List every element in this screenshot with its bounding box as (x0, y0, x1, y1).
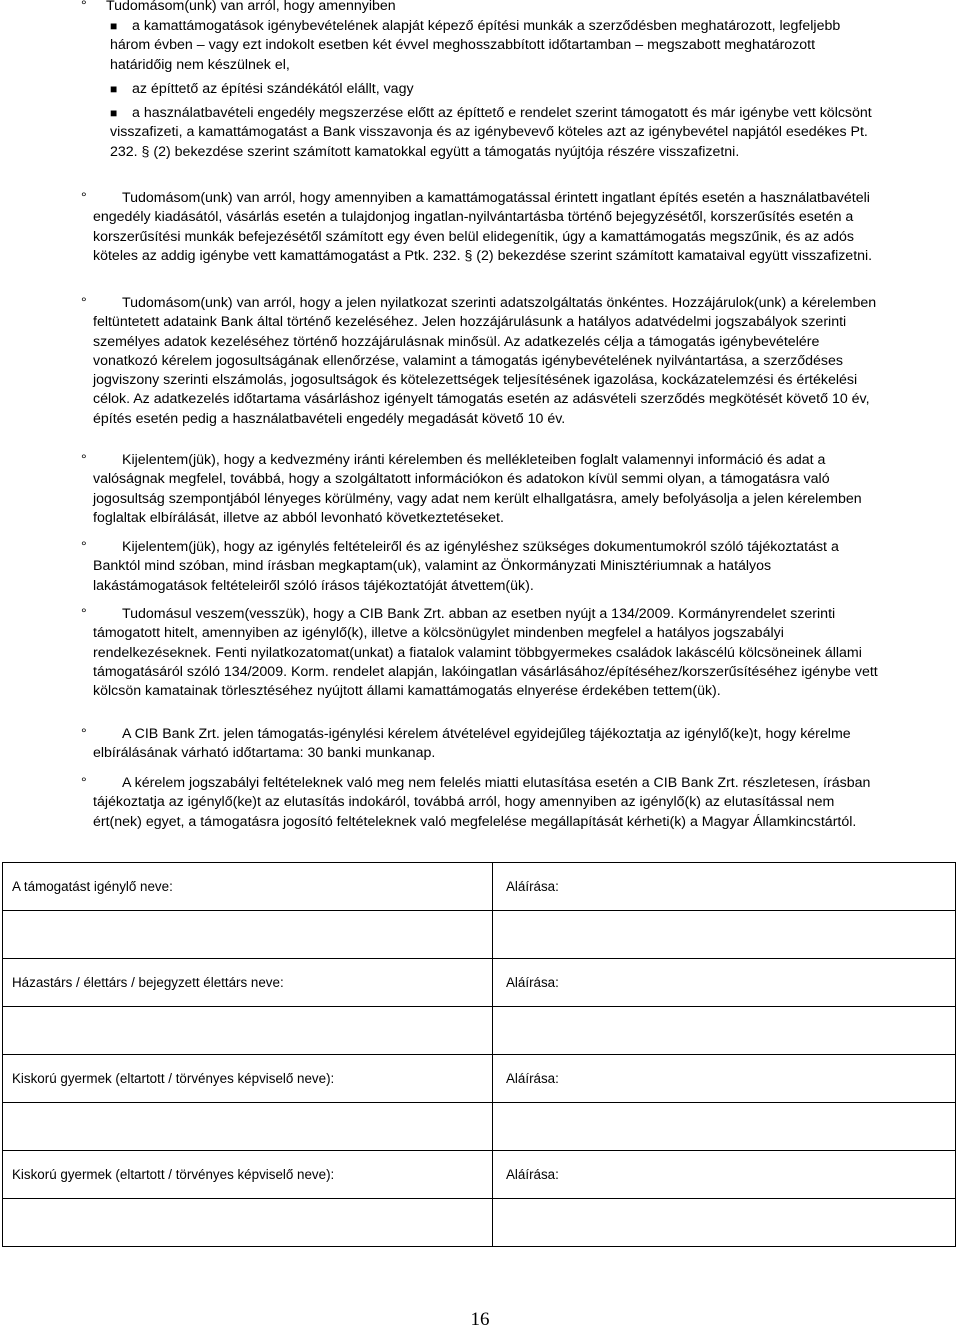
spouse-signature-label: Aláírása: (493, 959, 956, 1007)
applicant-name-label: A támogatást igénylő neve: (3, 863, 493, 911)
signature-label-row (3, 959, 956, 1007)
bullet-marker: ° (81, 539, 87, 555)
child-1-name-field[interactable] (3, 1103, 493, 1151)
paragraph-1-text: Tudomásom(unk) van arról, hogy amennyiben (106, 0, 396, 14)
paragraph-5-text: Kijelentem(jük), hogy az igénylés feltételeiről és az igényléshez szükséges dokumentumokról szóló tájékoztatást a Banktól mind szóban, mind írásban megkaptam(uk), valamint az Önkormányzati Minisztériumnak a hatályos lakástámogatások feltételeiről szóló írásos tájékoztatóját átvettem(ük). (93, 539, 839, 594)
signature-label-row (3, 1055, 956, 1103)
paragraph-4-text: Kijelentem(jük), hogy a kedvezmény iránti kérelemben és mellékleteiben foglalt valamennyi információ és adat a valóságnak megfelel, továbbá, hogy a szolgáltatott információkon és adatokon kívül semmi olyan, a támogatásra való jogosultság szempontjából lényeges körülmény, vagy adat nem került elhallgatásra, amely befolyásolja a jelen kérelemben foglaltak elbírálását, illetve az abból levonható következtetéseket. (93, 452, 862, 526)
subitem-2-text: az építtető az építési szándékától elállt, vagy (132, 81, 414, 97)
spouse-name-label: Házastárs / élettárs / bejegyzett élettárs neve: (3, 959, 493, 1007)
child-2-signature-field[interactable] (493, 1199, 956, 1247)
paragraph-5 (81, 538, 881, 596)
child-2-name-field[interactable] (3, 1199, 493, 1247)
paragraph-3-text: Tudomásom(unk) van arról, hogy a jelen nyilatkozat szerinti adatszolgáltatás önkéntes. Hozzájárulok(unk) a kérelemben feltüntetett adataink Bank által történő kezeléséhez. Jelen hozzájárulásunk a hatályos adatvédelmi jogszabályok szerinti személyes adatok kezeléséhez történő hozzájárulásnak minősül. Az adatkezelés célja a támogatás igénybevételére vonatkozó kérelem jogosultságának ellenőrzése, valamint a támogatás igénybevételének nyilvántartása, a szerződéses jogviszony szerinti elszámolás, jogosultságok és kötelezettségek teljesítésének igazolása, kockázatelemzési és értékelési célok. Az adatkezelés időtartama vásárláshoz igényelt támogatás esetén az adásvételi szerződés megkötését követő 10 év, építés esetén pedig a használatbavételi engedély megadását követő 10 év. (93, 295, 877, 427)
bullet-marker: ° (81, 452, 87, 468)
subitem-3 (110, 104, 880, 162)
paragraph-8 (81, 774, 881, 832)
child-1-signature-field[interactable] (493, 1103, 956, 1151)
paragraph-1 (81, 0, 881, 16)
bullet-marker: ° (81, 606, 87, 622)
subitem-1-text: a kamattámogatások igénybevételének alapját képező építési munkák a szerződésben meghatározott, legfeljebb három évben – vagy ezt indokolt esetben két évvel meghosszabbított időtartamban – megszabott meghatározott határidőig nem készülnek el, (110, 18, 841, 73)
spouse-name-field[interactable] (3, 1007, 493, 1055)
paragraph-2 (81, 189, 881, 266)
spouse-signature-field[interactable] (493, 1007, 956, 1055)
signature-blank-row (3, 1199, 956, 1247)
paragraph-6 (81, 605, 881, 701)
bullet-marker: ° (81, 190, 87, 206)
subitem-2 (110, 80, 880, 99)
bullet-marker: ° (81, 295, 87, 311)
paragraph-4 (81, 451, 881, 528)
child-2-name-label: Kiskorú gyermek (eltartott / törvényes képviselő neve): (3, 1151, 493, 1199)
applicant-signature-field[interactable] (493, 911, 956, 959)
child-1-name-label: Kiskorú gyermek (eltartott / törvényes képviselő neve): (3, 1055, 493, 1103)
page-number: 16 (470, 1309, 490, 1330)
paragraph-7 (81, 725, 887, 764)
paragraph-3 (81, 294, 887, 429)
signature-label-row (3, 863, 956, 911)
bullet-marker: ° (81, 0, 87, 14)
applicant-signature-label: Aláírása: (493, 863, 956, 911)
signature-blank-row (3, 1007, 956, 1055)
signature-label-row (3, 1151, 956, 1199)
bullet-marker: ° (81, 775, 87, 791)
square-bullet-icon: ■ (110, 19, 118, 33)
signature-blank-row (3, 1103, 956, 1151)
subitem-1 (110, 17, 880, 75)
paragraph-6-text: Tudomásul veszem(vesszük), hogy a CIB Bank Zrt. abban az esetben nyújt a 134/2009. Kormányrendelet szerinti támogatott hitelt, amennyiben az igénylő(k), illetve a kölcsönügylet mindenben megfelel a hatályos jogszabályi rendelkezéseknek. Fenti nyilatkozatomat(unkat) a fiatalok valamint többgyermekes családok lakáscélú kölcsöneinek állami támogatásáról szóló 134/2009. Korm. rendelet alapján, lakóingatlan vásárlásához/építéséhez/korszerűsítéséhez igénybe vett kölcsön kamatainak törlesztéséhez nyújtott állami kamattámogatás elnyerése érdekében tettem(ük). (93, 606, 878, 700)
signature-blank-row (3, 911, 956, 959)
bullet-marker: ° (81, 726, 87, 742)
child-1-signature-label: Aláírása: (493, 1055, 956, 1103)
square-bullet-icon: ■ (110, 82, 118, 96)
paragraph-2-text: Tudomásom(unk) van arról, hogy amennyiben a kamattámogatással érintett ingatlant építés esetén a használatbavételi engedély kiadásától, vásárlás esetén a tulajdonjog ingatlan-nyilvántartásba történő bejegyzésétől, korszerűsítés esetén a korszerűsítési munkák befejezésétől számított egy éven belül elidegenítik, úgy a kamattámogatás megszűnik, és az adós köteles az addig igénybe vett kamattámogatást a Ptk. 232. § (2) bekezdése szerint számított kamataival együtt visszafizetni. (93, 190, 873, 264)
square-bullet-icon: ■ (110, 106, 118, 120)
paragraph-8-text: A kérelem jogszabályi feltételeknek való meg nem felelés miatti elutasítása esetén a CIB Bank Zrt. részletesen, írásban tájékoztatja az igénylő(ke)t az elutasítás indokáról, továbbá arról, hogy amennyiben az igénylő(k) az elutasítással nem ért(nek) egyet, a támogatásra jogosító feltételeknek való megfelelése megállapítását kérheti(k) a Magyar Államkincstártól. (93, 775, 871, 830)
signature-table (2, 862, 956, 1247)
paragraph-7-text: A CIB Bank Zrt. jelen támogatás-igénylési kérelem átvételével egyidejűleg tájékoztatja az igénylő(ke)t, hogy kérelme elbírálásának várható időtartama: 30 banki munkanap. (93, 726, 851, 762)
subitem-3-text: a használatbavételi engedély megszerzése előtt az építtető e rendelet szerint támogatott és már igénybe vett kölcsönt visszafizeti, a kamattámogatást a Bank visszavonja és az igénybevevő köteles azt az igénybevétel napjától esedékes Pt. 232. § (2) bekezdése szerint számított kamatokkal együtt a támogatás nyújtója részére visszafizetni. (110, 105, 872, 160)
applicant-name-field[interactable] (3, 911, 493, 959)
child-2-signature-label: Aláírása: (493, 1151, 956, 1199)
